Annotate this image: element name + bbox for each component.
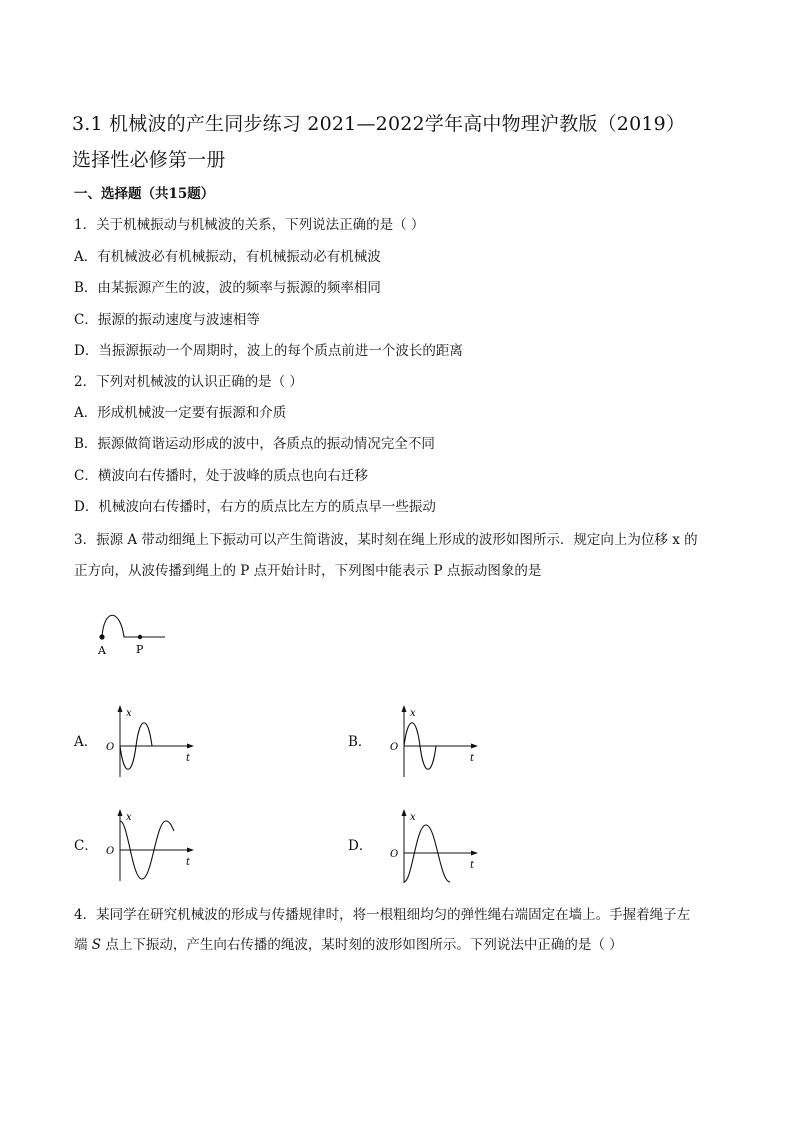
q3-option-c-graph bbox=[104, 807, 200, 887]
x-axis-label: t bbox=[186, 857, 191, 868]
point-a-dot bbox=[99, 634, 104, 639]
x-axis-label: t bbox=[186, 753, 191, 764]
q4-point-s: S bbox=[91, 937, 102, 953]
y-axis-label: x bbox=[410, 812, 416, 823]
q2-option-c: C．横波向右传播时，处于波峰的质点也向右迁移 bbox=[74, 468, 368, 484]
origin-label: O bbox=[390, 742, 399, 753]
x-axis-label: t bbox=[470, 753, 475, 764]
q3-option-c-label: C． bbox=[74, 838, 98, 854]
x-axis-arrow bbox=[187, 848, 194, 853]
rope-wave-curve bbox=[102, 615, 165, 637]
q3-stem-line-1: 3．振源 A 带动细绳上下振动可以产生简谐波，某时刻在绳上形成的波形如图所示．规定向上为位移 x 的 bbox=[74, 532, 698, 548]
x-axis-arrow bbox=[471, 851, 478, 856]
y-axis-arrow bbox=[402, 809, 407, 816]
q1-option-c: C．振源的振动速度与波速相等 bbox=[74, 312, 260, 328]
x-axis-label: t bbox=[470, 860, 475, 871]
q3-option-b-graph bbox=[388, 703, 484, 783]
document-title bbox=[72, 106, 732, 178]
y-axis-arrow bbox=[402, 705, 407, 712]
q3-stem-line-2: 正方向，从波传播到绳上的 P 点开始计时，下列图中能表示 P 点振动图象的是 bbox=[74, 563, 542, 579]
origin-label: O bbox=[390, 849, 399, 860]
q3-option-a-label: A． bbox=[74, 734, 98, 750]
point-p-dot bbox=[138, 635, 142, 639]
q3-option-d-graph bbox=[388, 807, 484, 887]
q4-stem-line-2-pre: 端 bbox=[74, 937, 92, 953]
q3-option-a-graph bbox=[104, 703, 200, 783]
y-axis-label: x bbox=[126, 812, 132, 823]
q2-option-d: D．机械波向右传播时，右方的质点比左方的质点早一些振动 bbox=[74, 499, 436, 515]
q3-option-d-label: D． bbox=[348, 838, 373, 854]
y-axis-label: x bbox=[126, 708, 132, 719]
x-axis-arrow bbox=[187, 744, 194, 749]
rope-wave-figure bbox=[90, 600, 180, 660]
section-heading: 一、选择题（共15题） bbox=[74, 186, 215, 202]
q4-stem-line-2 bbox=[74, 935, 623, 955]
point-a-label: A bbox=[98, 644, 106, 657]
y-axis-arrow bbox=[118, 705, 123, 712]
y-axis-label: x bbox=[410, 708, 416, 719]
q1-stem: 1．关于机械振动与机械波的关系，下列说法正确的是（ ） bbox=[74, 217, 425, 233]
x-axis-arrow bbox=[471, 744, 478, 749]
origin-label: O bbox=[106, 846, 115, 857]
point-p-label: P bbox=[136, 643, 144, 656]
q2-stem: 2．下列对机械波的认识正确的是（ ） bbox=[74, 374, 303, 390]
q3-option-b-label: B． bbox=[348, 734, 372, 750]
q4-stem-line-1: 4．某同学在研究机械波的形成与传播规律时，将一根粗细均匀的弹性绳右端固定在墙上。手握着绳子左 bbox=[74, 907, 691, 923]
q1-option-a: A．有机械波必有机械振动，有机械振动必有机械波 bbox=[74, 249, 381, 265]
origin-label: O bbox=[106, 742, 115, 753]
q2-option-b: B．振源做简谐运动形成的波中，各质点的振动情况完全不同 bbox=[74, 436, 435, 452]
title-line-2: 选择性必修第一册 bbox=[72, 149, 226, 171]
q2-option-a: A．形成机械波一定要有振源和介质 bbox=[74, 405, 287, 421]
q1-option-b: B．由某振源产生的波，波的频率与振源的频率相同 bbox=[74, 280, 381, 296]
q1-option-d: D．当振源振动一个周期时，波上的每个质点前进一个波长的距离 bbox=[74, 343, 463, 359]
title-line-1: 3.1 机械波的产生同步练习 2021—2022学年高中物理沪教版（2019） bbox=[72, 113, 686, 135]
y-axis-arrow bbox=[118, 809, 123, 816]
q4-stem-line-2-post: 点上下振动，产生向右传播的绳波，某时刻的波形如图所示。下列说法中正确的是（ ） bbox=[101, 937, 623, 953]
